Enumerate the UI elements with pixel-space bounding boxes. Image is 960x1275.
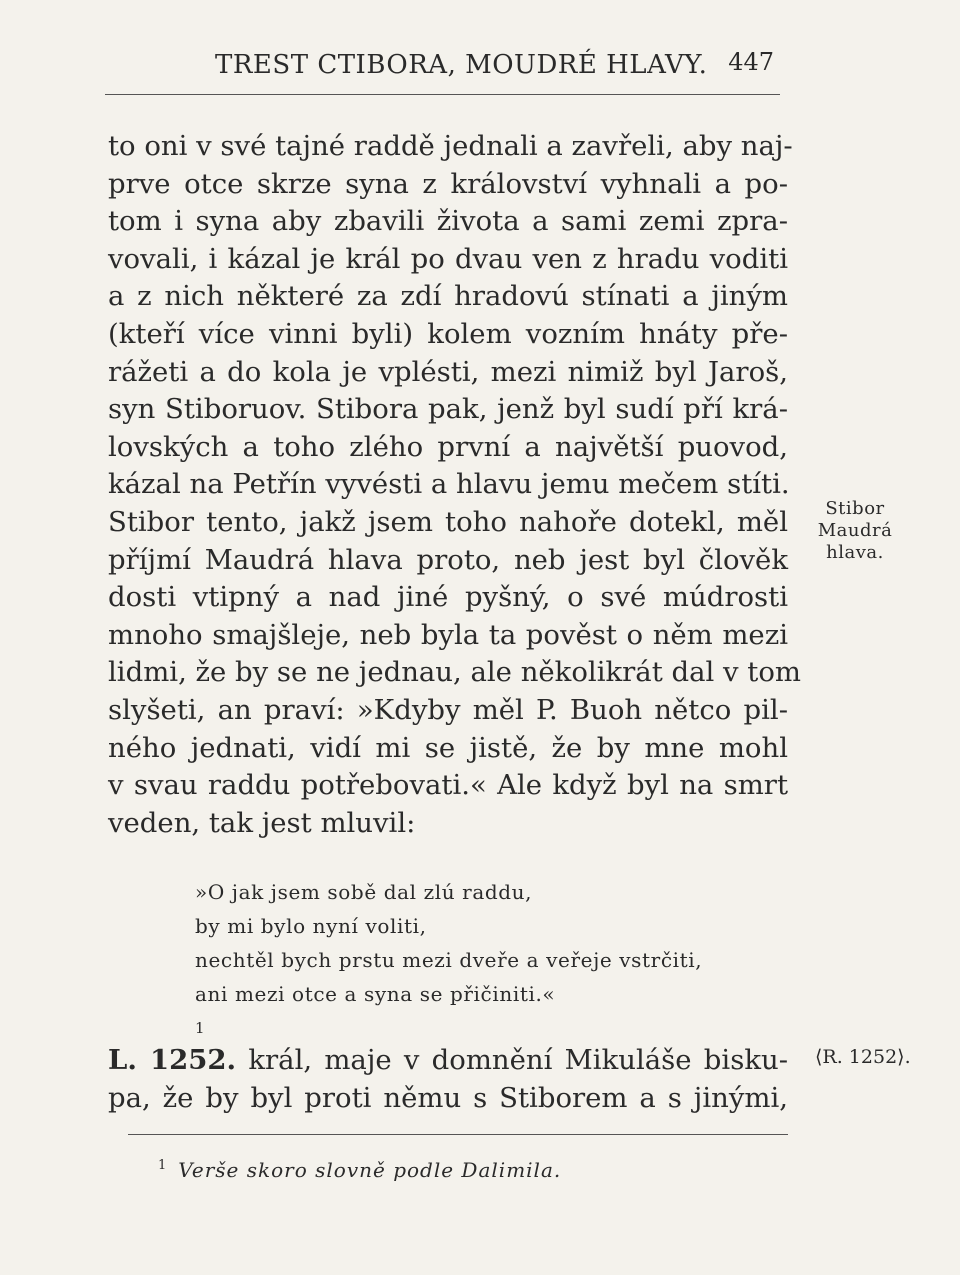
running-head: TREST CTIBORA, MOUDRÉ HLAVY.: [215, 50, 708, 80]
footnote-text: Verše skoro slovně podle Dalimila.: [178, 1158, 562, 1182]
text-line: ného jednati, vidí mi se jistě, že by mne mohl: [108, 731, 788, 764]
margin-note-line: Stibor: [825, 498, 885, 519]
footnote-divider: [128, 1134, 788, 1135]
page-number: 447: [728, 48, 774, 76]
text-line: v svau raddu potřebovati.« Ale když byl na smrt: [108, 769, 788, 802]
margin-note: [805, 498, 905, 564]
verse-line: [195, 977, 775, 1045]
margin-note-line: Maudrá: [817, 520, 893, 541]
margin-note-line: hlava.: [826, 542, 884, 563]
text-line: (kteří více vinni byli) kolem vozním hnáty pře-: [108, 317, 788, 350]
text-line: veden, tak jest mluvil:: [108, 806, 416, 839]
text-line: mnoho smajšleje, neb byla ta pověst o něm mezi: [108, 618, 788, 651]
verse-line: by mi bylo nyní voliti,: [195, 914, 427, 938]
verse-line: »O jak jsem sobě dal zlú raddu,: [195, 880, 533, 904]
text-line: rážeti a do kola je vplésti, mezi nimiž byl Jaroš,: [108, 355, 788, 388]
verse-line-text: ani mezi otce a syna se přičiniti.«: [195, 982, 556, 1006]
text-line: to oni v své tajné raddě jednali a zavřeli, aby naj-: [108, 130, 793, 162]
footnote: [158, 1158, 561, 1182]
text-line: prve otce skrze syna z království vyhnali a po-: [108, 167, 788, 200]
main-paragraph: [108, 128, 801, 842]
text-line: slyšeti, an praví: »Kdyby měl P. Buoh nětco pil-: [108, 693, 788, 726]
verse-block: [195, 875, 775, 1045]
text-line: kázal na Petřín vyvésti a hlavu jemu mečem stíti.: [108, 468, 790, 501]
text-fragment: král, maje v domnění Mikuláše bisku-: [236, 1044, 788, 1076]
text-line: příjmí Maudrá hlava proto, neb jest byl člověk: [108, 543, 788, 576]
year-marker: L. 1252.: [108, 1044, 237, 1076]
text-line: Stibor tento, jakž jsem toho nahoře dotekl, měl: [108, 505, 788, 538]
text-line: dosti vtipný a nad jiné pyšný, o své múdrosti: [108, 581, 788, 614]
footnote-mark: 1: [158, 1158, 167, 1173]
text-line: vovali, i kázal je král po dvau ven z hradu voditi: [108, 242, 788, 275]
text-line: syn Stiboruov. Stibora pak, jenž byl sudí pří krá-: [108, 393, 788, 426]
text-line: a z nich některé za zdí hradovú stínati a jiným: [108, 280, 788, 313]
text-line: pa, že by byl proti němu s Stiborem a s jinými,: [108, 1081, 788, 1114]
page-header: [105, 44, 780, 95]
text-line: tom i syna aby zbavili života a sami zemi zpra-: [108, 205, 788, 238]
text-line: lidmi, že by se ne jednau, ale několikrát dal v tom: [108, 656, 801, 689]
footnote-reference: 1: [195, 1019, 206, 1037]
reference-note: ⟨R. 1252⟩.: [815, 1046, 911, 1068]
text-line: [108, 1040, 788, 1078]
text-line: lovských a toho zlého první a najvětší puovod,: [108, 430, 788, 463]
second-paragraph: [108, 1040, 788, 1115]
verse-line: nechtěl bych prstu mezi dveře a veřeje vstrčiti,: [195, 948, 703, 972]
